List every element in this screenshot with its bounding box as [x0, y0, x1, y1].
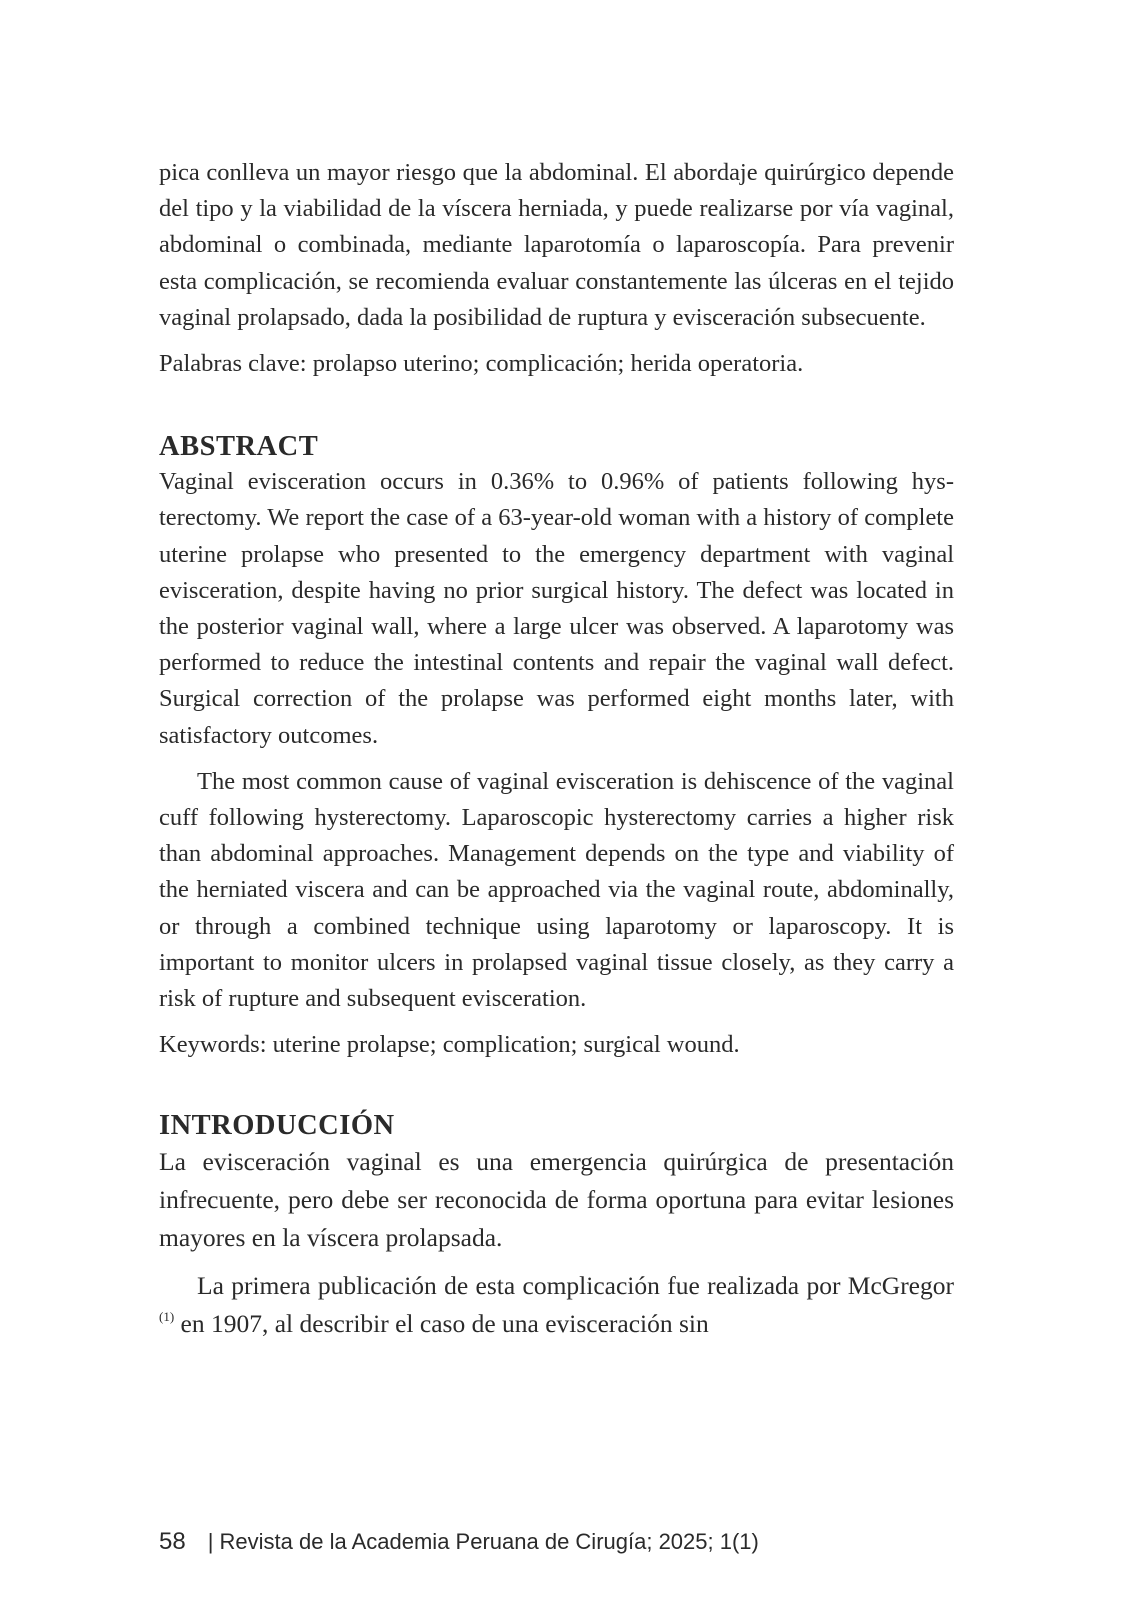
introduccion-paragraph-1: La evisceración vaginal es una emergencia quirúrgica de presentación infrecuente, pero debe ser reconocida de forma oportuna para evitar lesiones mayores en la víscera prolapsada. [159, 1147, 954, 1253]
keywords: Keywords: uterine prolapse; complication; surgical wound. [159, 1031, 740, 1059]
introduccion-paragraph-2-start: La primera publicación de esta complicación fue realizada por McGregor [197, 1271, 954, 1301]
introduccion-paragraph-2-end: en 1907, al describir el caso de una evisceración sin [174, 1309, 709, 1339]
introduccion-paragraph-2 [159, 1267, 954, 1343]
page-number: 58 [159, 1528, 186, 1555]
introduccion-heading: INTRODUCCIÓN [159, 1110, 395, 1142]
page-footer [159, 1528, 759, 1556]
abstract-heading: ABSTRACT [159, 431, 319, 463]
journal-citation: | Revista de la Academia Peruana de Cirugía; 2025; 1(1) [207, 1529, 759, 1554]
palabras-clave: Palabras clave: prolapso uterino; complicación; herida operatoria. [159, 350, 804, 378]
citation-reference[interactable]: (1) [159, 1309, 175, 1325]
resumen-continued-paragraph: pica conlleva un mayor riesgo que la abdominal. El abordaje quirúrgico depende del tipo y la viabilidad de la víscera herniada, y puede realizarse por vía vaginal, abdominal o combinada, mediante laparotomía o laparoscopía. Para prevenir esta complicación, se recomienda evaluar constantemente las úlceras en el tejido vaginal prolapsado, dada la posibilidad de ruptura y evisceración subsecuente. [159, 159, 954, 331]
page-content [159, 155, 954, 1343]
abstract-paragraph-1: Vaginal evisceration occurs in 0.36% to 0.96% of patients following hysterectomy. We report the case of a 63-year-old woman with a history of complete uterine prolapse who presented to the emergency department with vaginal evisceration, despite having no prior surgical history. The defect was located in the posterior vaginal wall, where a large ulcer was observed. A laparotomy was performed to reduce the intestinal contents and repair the vaginal wall defect. Surgical correction of the prolapse was performed eight months later, with satisfactory outcomes. [159, 468, 954, 749]
abstract-paragraph-2: The most common cause of vaginal evisceration is dehiscence of the vaginal cuff following hysterectomy. Laparoscopic hysterectomy carries a higher risk than abdominal approaches. Management depends on the type and viability of the herniated viscera and can be approached via the vaginal route, abdominally, or through a combined technique using laparotomy or laparoscopy. It is important to monitor ulcers in prolapsed vaginal tissue closely, as they carry a risk of rupture and subsequent evisceration. [159, 767, 954, 1013]
